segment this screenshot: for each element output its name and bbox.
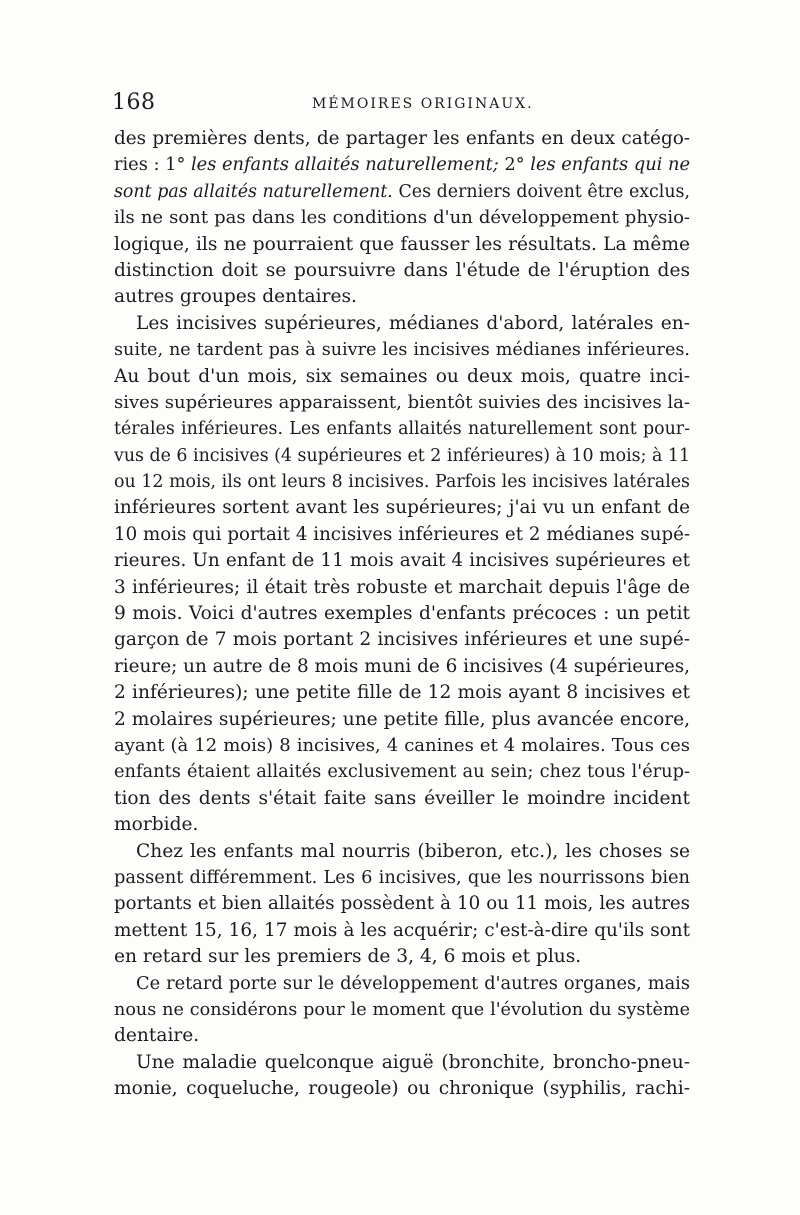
- text-line: garçon de 7 mois portant 2 incisives inférieures et une supé-: [114, 629, 690, 651]
- text-line: sives supérieures apparaissent, bientôt suivies des incisives la-: [114, 391, 690, 413]
- text-line: Une maladie quelconque aiguë (bronchite, broncho-pneu-: [136, 1051, 690, 1073]
- page-header: [112, 90, 690, 120]
- text-fragment: 2°: [498, 154, 531, 176]
- text-line: distinction doit se poursuivre dans l'étude de l'éruption des: [114, 259, 690, 281]
- text-line: ou 12 mois, ils ont leurs 8 incisives. Parfois les incisives latérales: [114, 472, 690, 493]
- text-line: [114, 152, 690, 178]
- text-line: Au bout d'un mois, six semaines ou deux mois, quatre inci-: [114, 365, 690, 387]
- text-line: [114, 179, 690, 205]
- text-line: Ce retard porte sur le développement d'autres organes, mais: [136, 972, 690, 994]
- text-line: 3 inférieures; il était très robuste et marchait depuis l'âge de: [114, 576, 690, 598]
- body-text: [114, 126, 690, 1102]
- text-line: ayant (à 12 mois) 8 incisives, 4 canines et 4 molaires. Tous ces: [114, 734, 690, 756]
- text-line: térales inférieures. Les enfants allaités naturellement sont pour-: [114, 419, 690, 440]
- text-line: Chez les enfants mal nourris (biberon, etc.), les choses se: [136, 840, 690, 862]
- text-line: tion des dents s'était faite sans éveiller le moindre incident: [114, 787, 690, 809]
- text-line: des premières dents, de partager les enfants en deux catégo-: [114, 128, 690, 149]
- text-fragment: Ces derniers doivent être exclus,: [392, 181, 690, 202]
- text-line: 2 molaires supérieures; une petite fille, plus avancée encore,: [114, 708, 690, 730]
- text-line: portants et bien allaités possèdent à 10 ou 11 mois, les autres: [114, 893, 690, 915]
- italic-fragment: les enfants qui ne: [530, 154, 690, 176]
- running-title: MÉMOIRES ORIGINAUX.: [312, 96, 534, 112]
- text-line: vus de 6 incisives (4 supérieures et 2 inférieures) à 10 mois; à 11: [114, 445, 690, 466]
- text-line: 9 mois. Voici d'autres exemples d'enfants précoces : un petit: [114, 603, 690, 625]
- text-line: logique, ils ne pourraient que fausser les résultats. La même: [114, 233, 690, 255]
- text-line: en retard sur les premiers de 3, 4, 6 mois et plus.: [114, 946, 582, 968]
- text-line: morbide.: [114, 814, 199, 836]
- text-line: monie, coqueluche, rougeole) ou chronique (syphilis, rachi-: [114, 1078, 690, 1100]
- text-line: dentaire.: [114, 1025, 200, 1047]
- text-fragment: ries : 1°: [114, 154, 191, 176]
- text-line: autres groupes dentaires.: [114, 286, 357, 308]
- text-line: suite, ne tardent pas à suivre les incisives médianes inférieures.: [114, 340, 690, 361]
- italic-fragment: les enfants allaités naturellement;: [191, 154, 499, 176]
- text-line: 2 inférieures); une petite fille de 12 mois ayant 8 incisives et: [114, 682, 690, 704]
- text-line: inférieures sortent avant les supérieures; j'ai vu un enfant de: [114, 497, 690, 519]
- page-number: 168: [112, 90, 156, 115]
- text-line: rieure; un autre de 8 mois muni de 6 incisives (4 supérieures,: [114, 655, 690, 677]
- text-line: Les incisives supérieures, médianes d'abord, latérales en-: [136, 312, 690, 334]
- italic-fragment: sont pas allaités naturellement.: [114, 181, 393, 202]
- text-line: nous ne considérons pour le moment que l'évolution du système: [114, 999, 690, 1020]
- text-line: mettent 15, 16, 17 mois à les acquérir; c'est-à-dire qu'ils sont: [114, 919, 690, 941]
- text-line: ils ne sont pas dans les conditions d'un développement physio-: [114, 207, 690, 229]
- text-line: enfants étaient allaités exclusivement au sein; chez tous l'érup-: [114, 761, 690, 783]
- text-line: 10 mois qui portait 4 incisives inférieures et 2 médianes supé-: [114, 523, 690, 545]
- text-line: rieures. Un enfant de 11 mois avait 4 incisives supérieures et: [114, 550, 690, 572]
- text-line: passent différemment. Les 6 incisives, que les nourrissons bien: [114, 866, 690, 888]
